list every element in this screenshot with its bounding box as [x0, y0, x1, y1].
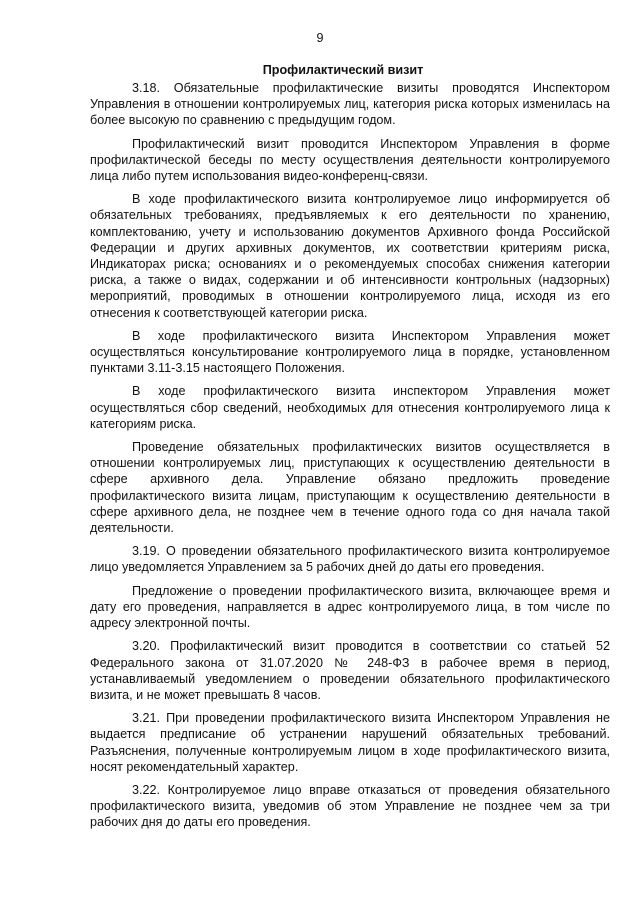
paragraph-visit-information: В ходе профилактического визита контролируемое лицо информируется об обязательных требованиях, предъявляемых к его деятельности по хранению, комплектованию, учету и использованию документов Архивного фонда Российской Федерации и других архивных документов, их соответствии критериям риска, Индикаторах риска; основаниях и о рекомендуемых способах снижения категории риска, а также о видах, содержании и об интенсивности контрольных (надзорных) мероприятий, проводимых в отношении контролируемого лица, исходя из его отнесения к соответствующей категории риска. [90, 192, 610, 320]
paragraph-visit-form: Профилактический визит проводится Инспектором Управления в форме профилактической беседы по месту осуществления деятельности контролируемого лица либо путем использования видео-конференц-связи. [90, 136, 610, 184]
paragraph-visit-proposal: Предложение о проведении профилактического визита, включающее время и дату его проведения, направляется в адрес контролируемого лица, в том числе по адресу электронной почты. [90, 583, 610, 631]
section-heading: Профилактический визит [262, 63, 424, 77]
paragraph-3-18: 3.18. Обязательные профилактические визиты проводятся Инспектором Управления в отношении контролируемых лиц, категория риска которых изменилась на более высокую по сравнению с предыдущим годом. [90, 81, 610, 128]
paragraph-3-20: 3.20. Профилактический визит проводится в соответствии со статьей 52 Федерального закона от 31.07.2020 № 248-ФЗ в рабочее время в период, устанавливаемый уведомлением о проведении обязательного профилактического визита, и не может превышать 8 часов. [90, 639, 610, 702]
page-number: 9 [316, 31, 324, 45]
paragraph-3-22: 3.22. Контролируемое лицо вправе отказаться от проведения обязательного профилактического визита, уведомив об этом Управление не позднее чем за три рабочих дня до даты его проведения. [90, 782, 610, 830]
paragraph-3-21: 3.21. При проведении профилактического визита Инспектором Управления не выдается предписание об устранении нарушений обязательных требований. Разъяснения, полученные контролируемым лицом в ходе профилактического визита, носят рекомендательный характер. [90, 711, 610, 774]
paragraph-3-19: 3.19. О проведении обязательного профилактического визита контролируемое лицо уведомляется Управлением за 5 рабочих дней до даты его проведения. [90, 544, 610, 575]
paragraph-mandatory-visits: Проведение обязательных профилактических визитов осуществляется в отношении контролируемых лиц, приступающих к осуществлению деятельности в сфере архивного дела. Управление обязано предложить проведение профилактического визита лицам, приступающим к осуществлению деятельности в сфере архивного дела, не позднее чем в течение одного года со дня начала такой деятельности. [90, 440, 610, 536]
document-body [90, 80, 610, 838]
paragraph-consulting: В ходе профилактического визита Инспектором Управления может осуществляться консультирование контролируемого лица в порядке, установленном пунктами 3.11-3.15 настоящего Положения. [90, 328, 610, 376]
paragraph-data-collection: В ходе профилактического визита инспектором Управления может осуществляться сбор сведений, необходимых для отнесения контролируемого лица к категориям риска. [90, 384, 610, 431]
